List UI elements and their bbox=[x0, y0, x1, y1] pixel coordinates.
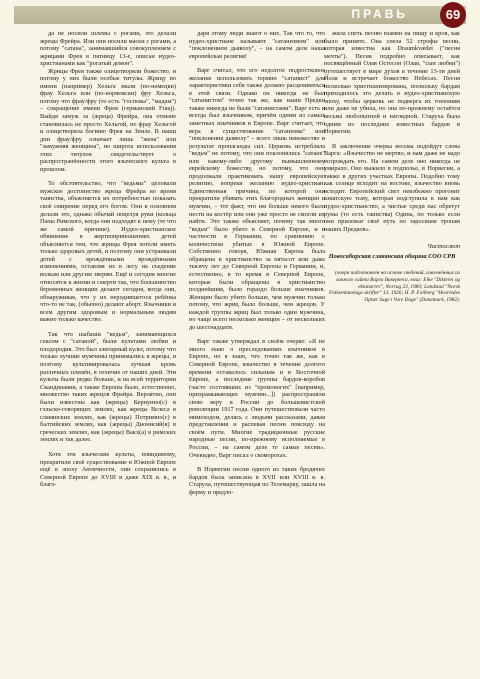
header-bar bbox=[14, 6, 466, 24]
paragraph: В заключение очерка весьма подойдут слова Варга: «Язычество не мертво, и нам даже не надо возрождать его. На самом деле оно никогда не умирало. Оно выжило в подполье, в Норвегии, а также в других участках Европы. Подобно тому как солнце всходит на востоке, язычество вновь всходит. Европейский свет неизбежно прогонит азиатскую тьму, которая подступила к нам как иудео-христианство, а чистые среди нас обретут руны (то есть таинства) Одина, по только если они прилежат своё путь по заросшим тропам наших Предков». bbox=[324, 142, 460, 233]
text-column-1 bbox=[40, 30, 176, 489]
paragraph: Хотя эти языческие культы, повидимому, прекратили своё существование в Южной Европе ещё в эпоху Античности, они сохранились в Северной Европе до XVIII и даже XIX в. в., и благо- bbox=[40, 450, 176, 489]
paragraph: То обстоятельство, что "ведьмы" целовали мужское достоинство жреца Фрейра во время таинства, объясняется их потребностью показать своё смирение перед его богом. Они в основном делали это, однако обычай поцелуя руки (кольца Папы Римского, когда они подходят к нему (то что же самой причине). Иудео-христианское обвинение в жертвоприношениях детей объясняется тем, что жрицы Фрея хотели иметь только здоровых детей, и поэтому они устраивали детей с врождёнными врождёнными изменениями, оставляя их в лесу на съедение волкам или другим зверям. Ещё и сегодня многие относятся к жизни и смерти так, что большинство беременных женщин делают сегодня, когда они, обнаруживая, что у их неродившегося ребёнка что-то не так, (обычно) делают аборт. Язычники и всем другим здоровым и нормальным людям важно только качество. bbox=[40, 180, 176, 324]
section-title: ПРАВЬ bbox=[351, 7, 408, 21]
text-column-2 bbox=[189, 30, 325, 496]
page-number: 69 bbox=[440, 2, 466, 28]
paragraph: Варг также утверждал в своём очерке: «Я не много знаю о преследованиях язычников в Европе, но я знаю, что точно так же, как в Северной Европе, язычество в течение долгого времени оставалось сильным и в Восточной Европе, а последние группы бардов-коробов (часто состоявших из "хромоногих" [например, прихрамывающих мужчин...]) распространяли свою веру в России до большевистской революции 1917 года. Они путешествовали часто мимоходом, делясь с людьми рассказами, давая представления и распевая песни повсюду на своём пути. Многие традиционные русские народные песни, по-прежнему исполняемые в России, – на самом деле те самые песни». Очевидно, Варг писал о скоморохах. bbox=[189, 338, 325, 459]
paragraph: даря этому люди знают о них. Так что то, что иудео-христиане называют "сатанизмом" или "поклонением дьяволу", – на самом деле наша европейская религия! bbox=[189, 30, 325, 60]
paragraph: В Норвегии песни одного из таких бродячих бардов была записана в XVII или XVIII в. в. Старуха, путешествующая по Телемарку, зашла на ферму и предло- bbox=[189, 466, 325, 496]
author-organization: Новосибирская славянская община СОО СРВ bbox=[328, 252, 456, 260]
paragraph: жила спеть песню взамен на пищу и кров, как было принято. Она спела 52 строфы песни, которая известна как Draumkvædet ("песня мечты"). Песня подробно описывает, как посвящённый Олав Остесон (Олав, "сын любви") путешествует в мире духов в течение 13-ти дней Йоля и встречает божество Небесах. Песня несколько христианизирована, поскольку бардам приходилось это делать в иудео-христианскую эпоху, чтобы церковь не подверга их гонениям или даже не убила, но она по-прежнему остаётся весьма любопытной и наглядной. Старуха была одним из последних известных бардов в Норвегии. bbox=[324, 30, 460, 136]
paragraph: Жрицы Фрея также олицетворяли божество, и потому у них были особые титулы. Жрицу по имени (например) Хельга звали (по-немецки) фрау Хельга или (по-норвежски) фру Хельга, потому что фрау/фру (то есть "госпожа", "мадам") – сокращение имени Фрея (германский Frauj). Выйдя замуж за (жреца) Фрейра, она отныне становилась не просто Хельгой, но фрау Хельгой и олицетворяла богиню Фрея на Земле. В наши дни фрау/фру означает лишь "жена" или "замужняя женщина", но широта использования этих титулов свидетельствует о распространённости этого языческого культа в прошлом. bbox=[40, 67, 176, 173]
text-column-3 bbox=[324, 30, 460, 303]
paragraph: да не носили шлемы с рогами, это делали жрецы Фрейра. Или они носили маски с рогами, а потому "сатана", занимавшийся совокуплением с жрицами Фрея в пятницу 13-е, описан иудео-христианами как "рогатый демон". bbox=[40, 30, 176, 68]
source-footnote: (очерк подготовлен на основе сведений, извлечённых из личного сайта Варга Викернеса, книг: Eike "Dikterei og ektanarrer", Norrug 23, 1980; Landstad "Norsk Folkeminnelags skrifter" 13, 1926; H. P. Follberg "Hvorledes Optær Suge i Vore Dage" (Danemark, 1982). bbox=[329, 270, 460, 303]
author-signature: Частослют bbox=[427, 243, 460, 251]
paragraph: Варг считал, что его недолгое подростковое желание использовать термин "сатанист" для характеристики себя также должно расцениваться в этой связи. Однако он никогда не был "сатанистом" точно так же, как наши Предки также никогда не были "сатанистами". Варг есть и всегда был язычником, причём одним из самых заметных язычников в Европе. Варг считает, что вера в существование "сатанизма" или "поклонения дьяволу" – всего лишь невежество и результат пропаганды сил. Церковь истребляла "ведьм" не потому, что они поклонялись "сатане" или какому-либо другому вымышленному еврейскому божеству, но потому, что они продолжали практиковать нашу европейскую религию, вопреки желанию иудео-христиан. Единственная причина, по которой они прекратили убивать этих благородных женщин и мужчин, – тот факт, что им больше некого было нести на костёр или они уже просто не смогли их найти. Это также объясняет, почему так много "ведьм" было убито в Северной Европе, и в частности в Германии, по сравнению с количеством убитых в Южной Европе. Собственно говоря, Южная Европа была обращена в христианство за пятьсот или даже тысячу лет до Северной Европы и Германии, и, естественно, в то время в Северной Европе, которые были обращены в христианство позднейшим, было гораздо больше язычников. Женщин было убито больше, чем мужчин только потому, что жриц было больше, чем жрецов. У каждой группы жриц был только один мужчина, но чаще всего несколько женщин – от нескольких до шестнадцати. bbox=[189, 67, 325, 331]
paragraph: Так что шабаши "ведьм", занимающихся сексом с "сатаной", были культами любви и плодородия. Это был элитарный культ, потому что только лучшие мужчины принимались в жрецы, и поэтому культивировалась лучшая кровь различных племён, в отличие от наших дней. Эти культы были редко больше, и на всей территории Скандинавии, а также Европы было, естественно, множество таких жрецов Фрейра. Вероятно, они были известны как (жрецы) Кернунно(с) в гэльско-говорящих землях, как жрецы Велеса в славянских землях, как (жрецы) Потримпо(с) в балтийских землях, как (жрецы) Дионисий(я) в греческих землях, как (жрецы) Вакх(а) в римских землях и так далее. bbox=[40, 330, 176, 444]
